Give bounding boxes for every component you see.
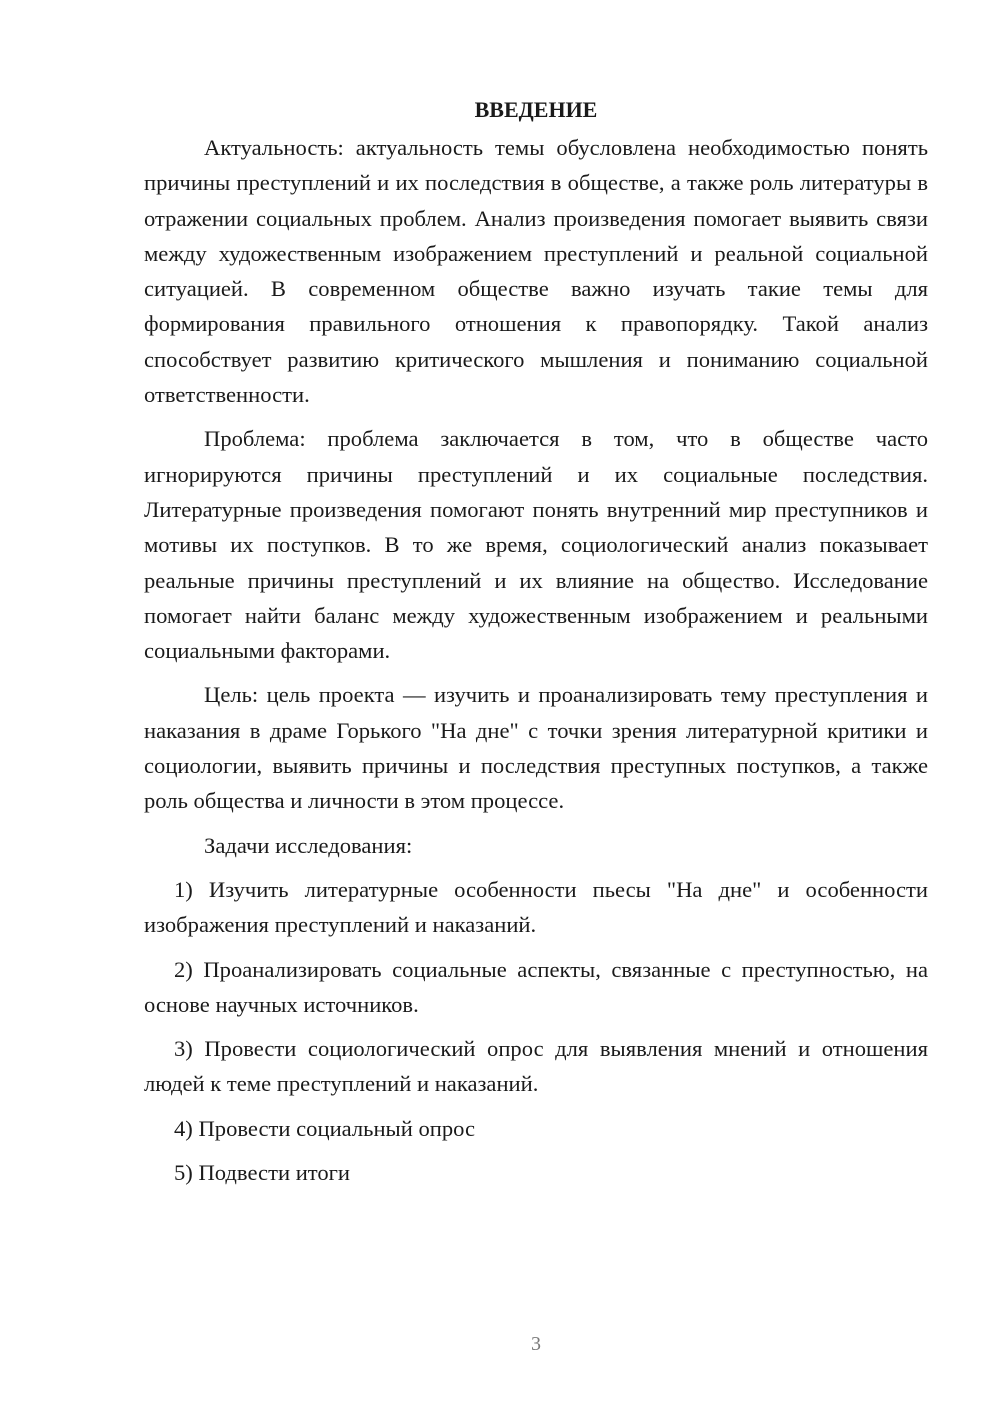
task-item: 3) Провести социологический опрос для выявления мнений и отношения людей к теме преступлений и наказаний.	[144, 1036, 928, 1097]
tasks-heading: Задачи исследования:	[204, 832, 413, 858]
page-number: 3	[531, 1333, 541, 1355]
page-content	[144, 92, 928, 1199]
paragraph-relevance: Актуальность: актуальность темы обусловлена необходимостью понять причины преступлений и их последствия в обществе, а также роль литературы в отражении социальных проблем. Анализ произведения помогает выявить связи между художественным изображением преступлений и реальной социальной ситуацией. В современном обществе важно изучать такие темы для формирования правильного отношения к правопорядку. Такой анализ способствует развитию критического мышления и пониманию социальной ответственности.	[144, 135, 928, 408]
task-item: 2) Проанализировать социальные аспекты, связанные с преступностью, на основе научных источников.	[144, 956, 928, 1017]
task-item: 1) Изучить литературные особенности пьесы "На дне" и особенности изображения преступлений и наказаний.	[144, 876, 928, 938]
task-item: 4) Провести социальный опрос	[174, 1115, 476, 1141]
section-title: ВВЕДЕНИЕ	[474, 97, 598, 122]
paragraph-problem: Проблема: проблема заключается в том, что в обществе часто игнорируются причины преступлений и их социальные последствия. Литературные произведения помогают понять внутренний мир преступников и мотивы их поступков. В то же время, социологический анализ показывает реальные причины преступлений и их влияние на общество. Исследование помогает найти баланс между художественным изображением и реальными социальными факторами.	[144, 426, 928, 664]
paragraph-goal: Цель: цель проекта — изучить и проанализировать тему преступления и наказания в драме Горького "На дне" с точки зрения литературной критики и социологии, выявить причины и последствия преступных поступков, а также роль общества и личности в этом процессе.	[144, 682, 928, 814]
task-item: 5) Подвести итоги	[174, 1160, 351, 1186]
tasks-list	[144, 872, 928, 1190]
